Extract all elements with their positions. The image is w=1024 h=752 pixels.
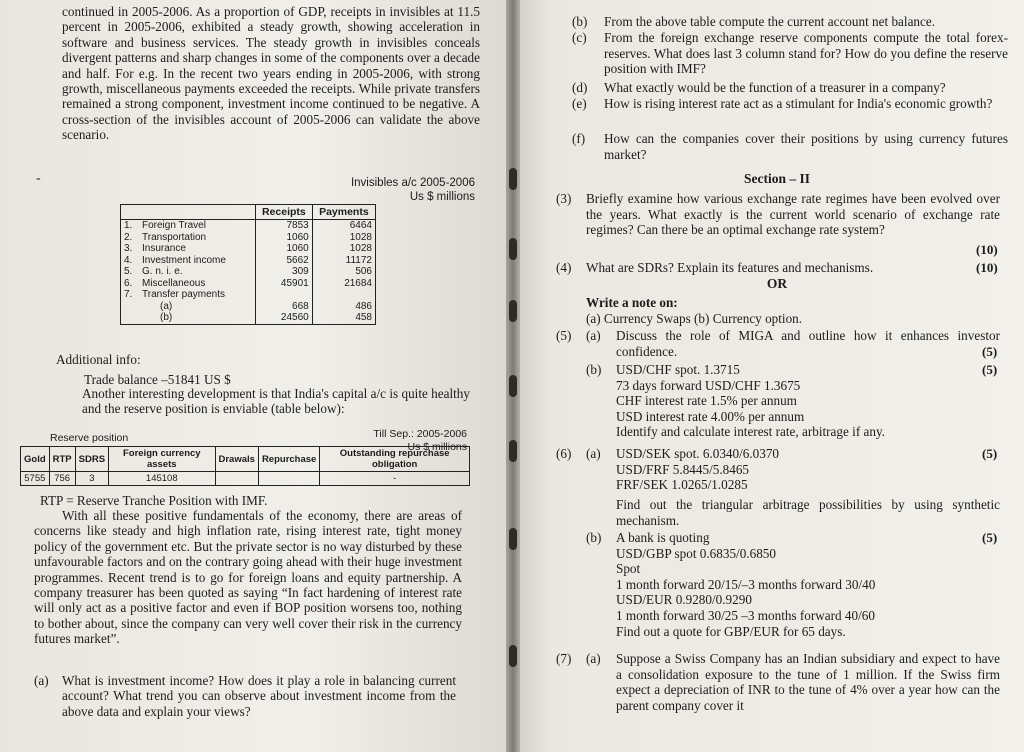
invisibles-item-label: Foreign Travel <box>142 220 206 231</box>
reserve-value <box>215 472 258 486</box>
question-line: CHF interest rate 1.5% per annum <box>616 393 797 409</box>
question-line: USD/CHF spot. 1.3715 <box>616 362 740 377</box>
question-line: Spot <box>616 561 641 577</box>
invisibles-caption <box>350 176 475 204</box>
q5b-lines <box>616 362 976 440</box>
binding-hole <box>509 440 517 462</box>
q6a-label: (a) <box>586 446 601 461</box>
or-label: OR <box>766 276 788 291</box>
sub-question-label: (b) <box>572 14 588 29</box>
invisibles-row <box>121 289 376 301</box>
q4-label: (4) <box>556 260 572 275</box>
q5a-text: Discuss the role of MIGA and outline how it enhances investor confidence. <box>616 328 1000 359</box>
invisibles-item-label: Transportation <box>142 231 207 243</box>
question-line: USD/SEK spot. 6.0340/6.0370 <box>616 446 780 461</box>
q6b-lines <box>616 530 976 639</box>
invisibles-table-body <box>121 220 376 325</box>
sub-question-text: How is rising interest rate act as a stimulant for India's economic growth? <box>604 96 993 111</box>
q4-marks: (10) <box>976 260 998 275</box>
invisibles-item-number: 1. <box>124 220 133 231</box>
intro-paragraph: continued in 2005-2006. As a proportion of GDP, receipts in invisibles at 11.5 percent in 2005-2006, exhibited a steady growth, showing acceleration in software and business services. The steady growth in invisibles conceals divergent patterns and sharp changes in some of the components over a decade and half. For e.g. In the recent two years ending in 2005-2006, with strong growth, miscellaneous payments exceeded the receipts. While private transfers remained a strong component, investment income continued to be negative. A cross-section of the invisibles account of 2005-2006 can validate the above scenario. <box>62 4 480 143</box>
sub-question-label: (f) <box>572 131 586 146</box>
question-a-text: What is investment income? How does it play a role in balancing current account? What trend you can observe about investment income from the above data and explain your views? <box>62 673 456 719</box>
invisibles-payments: 458 <box>355 312 372 323</box>
question-line: USD interest rate 4.00% per annum <box>616 408 805 424</box>
invisibles-payments: 6464 <box>349 220 372 231</box>
invisibles-header-payments: Payments <box>312 205 375 220</box>
q7-label: (7) <box>556 651 572 666</box>
binding-hole <box>509 645 517 667</box>
sub-question-text: How can the companies cover their positions by using currency futures market? <box>604 131 1008 162</box>
reserve-value: 5755 <box>21 472 50 486</box>
invisibles-item-number: 4. <box>124 254 133 266</box>
q5b-marks: (5) <box>982 362 998 377</box>
reserve-unit: Us $ millions <box>407 441 467 453</box>
invisibles-item-number: 6. <box>124 277 133 289</box>
capital-paragraph: Another interesting development is that India's capital a/c is quite healthy and the reserve position is enviable (table below): <box>82 386 470 417</box>
note-heading: Write a note on: <box>586 295 678 310</box>
invisibles-row <box>121 312 376 324</box>
invisibles-row <box>121 266 376 278</box>
invisibles-item-number: 2. <box>124 231 133 243</box>
q6a-marks: (5) <box>982 446 998 461</box>
reserve-header: Repurchase <box>258 447 319 472</box>
invisibles-item <box>121 312 256 324</box>
invisibles-item-number: 5. <box>124 266 133 277</box>
q6-label: (6) <box>556 446 572 461</box>
q4-text: What are SDRs? Explain its features and mechanisms. <box>586 260 874 275</box>
reserve-value: 3 <box>75 472 108 486</box>
invisibles-item <box>121 289 256 301</box>
invisibles-receipts: 1060 <box>256 243 313 255</box>
q6b-marks: (5) <box>982 530 998 545</box>
q7a-text: Suppose a Swiss Company has an Indian subsidiary and expect to have a consolidation exposure to the tune of 1 million. If the Swiss firm expect a depreciation of INR to the tune of 4% over a year how can the parent company cover it <box>616 651 1000 713</box>
invisibles-header-receipts: Receipts <box>256 205 313 220</box>
body-paragraph: With all these positive fundamentals of the economy, there are areas of concerns like steady and high inflation rate, rising interest rate, tight money policy of the government etc. But the private sector is no way disturbed by these unfavourable factors and on the contrary going ahead with their huge investment programmes. Recent trend is to go for foreign loans and equity partnership. A company treasurer has been quoted as saying “In fact hardening of interest rate will only act as a positive factor and even if BOP position worsens too, nothing to bother about, since the company can very well cover their risk in the currency futures market”. <box>34 508 462 647</box>
invisibles-item <box>121 255 256 267</box>
invisibles-item <box>121 232 256 244</box>
question-line: FRF/SEK 1.0265/1.0285 <box>616 477 748 493</box>
invisibles-row <box>121 232 376 244</box>
reserve-header: Drawals <box>215 447 258 472</box>
sub-question-label: (d) <box>572 80 588 95</box>
invisibles-item-label: Investment income <box>142 254 226 266</box>
sub-question-text: From the foreign exchange reserve components compute the total forex-reserves. What does last 3 column stand for? How do you define the reserve position with IMF? <box>604 30 1008 77</box>
invisibles-unit: Us $ millions <box>409 191 475 203</box>
q5a-label: (a) <box>586 328 601 343</box>
invisibles-item-label: Transfer payments <box>142 289 225 300</box>
question-a-label: (a) <box>34 673 49 688</box>
invisibles-item-label: (b) <box>160 312 173 323</box>
invisibles-payments: 486 <box>355 300 372 312</box>
binding-hole <box>509 375 517 397</box>
invisibles-item-label: Insurance <box>142 243 186 254</box>
question-line: USD/EUR 0.9280/0.9290 <box>616 592 752 608</box>
q7a-label: (a) <box>586 651 601 666</box>
question-line: Identify and calculate interest rate, arbitrage if any. <box>616 424 885 440</box>
invisibles-row <box>121 255 376 267</box>
invisibles-row <box>121 243 376 255</box>
q3-text: Briefly examine how various exchange rate regimes have been evolved over the years. What exactly is the current world scenario of exchange rate regimes? Can there be an optimal exchange rate system? <box>586 191 1000 238</box>
invisibles-receipts <box>256 289 313 301</box>
rtp-note: RTP = Reserve Tranche Position with IMF. <box>40 493 268 508</box>
invisibles-payments: 1028 <box>349 231 372 243</box>
reserve-header: RTP <box>49 447 75 472</box>
reserve-header: Foreign currency assets <box>109 447 215 472</box>
invisibles-payments: 11172 <box>345 254 372 266</box>
invisibles-row <box>121 278 376 290</box>
invisibles-payments: 1028 <box>349 243 372 254</box>
invisibles-item <box>121 278 256 290</box>
binding-hole <box>509 168 517 190</box>
invisibles-header-blank <box>121 205 256 220</box>
invisibles-item <box>121 243 256 255</box>
reserve-header: Outstanding repurchase obligation <box>320 447 470 472</box>
note-items: (a) Currency Swaps (b) Currency option. <box>586 311 803 326</box>
reserve-table <box>20 446 470 486</box>
sub-question-label: (e) <box>572 96 587 111</box>
section-title: Section – II <box>743 171 810 186</box>
question-line: A bank is quoting <box>616 530 710 545</box>
q6a-lines <box>616 446 976 493</box>
reserve-value: - <box>320 472 470 486</box>
question-line: 73 days forward USD/CHF 1.3675 <box>616 377 801 393</box>
q5b-label: (b) <box>586 362 602 377</box>
invisibles-receipts: 309 <box>256 266 313 278</box>
invisibles-item-number: 7. <box>124 289 133 300</box>
sub-question-text: From the above table compute the current account net balance. <box>604 14 936 29</box>
reserve-header-row <box>21 447 470 472</box>
reserve-value-row <box>21 472 470 486</box>
invisibles-item-label: Miscellaneous <box>142 277 206 289</box>
invisibles-payments <box>312 289 375 301</box>
question-line: USD/FRF 5.8445/5.8465 <box>616 461 750 477</box>
q6b-label: (b) <box>586 530 602 545</box>
sub-question-label: (c) <box>572 30 587 45</box>
reserve-value <box>258 472 319 486</box>
reserve-value: 756 <box>49 472 75 486</box>
reserve-header: SDRS <box>75 447 108 472</box>
invisibles-table <box>120 204 376 325</box>
invisibles-item-label: G. n. i. e. <box>142 266 183 277</box>
binding-hole <box>509 238 517 260</box>
invisibles-item <box>121 220 256 232</box>
invisibles-item-number: 3. <box>124 243 133 254</box>
q5-label: (5) <box>556 328 572 343</box>
invisibles-item-label: (a) <box>160 300 173 312</box>
invisibles-item <box>121 301 256 313</box>
invisibles-receipts: 7853 <box>256 220 313 232</box>
question-line: 1 month forward 20/15/–3 months forward 30/40 <box>616 576 876 592</box>
reserve-header: Gold <box>21 447 50 472</box>
binding-hole <box>509 528 517 550</box>
reserve-date: Till Sep.: 2005-2006 <box>373 428 467 440</box>
invisibles-item <box>121 266 256 278</box>
binding-hole <box>509 300 517 322</box>
invisibles-receipts: 1060 <box>256 232 313 244</box>
question-line: USD/GBP spot 0.6835/0.6850 <box>616 545 776 561</box>
q3-marks: (10) <box>976 242 998 257</box>
additional-info: Additional info: <box>56 352 141 367</box>
invisibles-receipts: 24560 <box>256 312 313 324</box>
reserve-value: 145108 <box>109 472 215 486</box>
invisibles-row <box>121 301 376 313</box>
invisibles-row <box>121 220 376 232</box>
sub-question-text: What exactly would be the function of a treasurer in a company? <box>604 80 946 95</box>
trade-balance: Trade balance –51841 US $ <box>84 372 231 387</box>
reserve-label: Reserve position <box>50 432 129 444</box>
invisibles-payments: 506 <box>355 266 372 277</box>
invisibles-title: Invisibles a/c 2005-2006 <box>350 177 475 189</box>
right-page <box>512 0 1024 752</box>
question-line: 1 month forward 30/25 –3 months forward 40/60 <box>616 607 875 623</box>
q3-label: (3) <box>556 191 572 206</box>
invisibles-receipts: 5662 <box>256 255 313 267</box>
invisibles-receipts: 45901 <box>256 278 313 290</box>
dash-mark: - <box>36 171 41 186</box>
invisibles-payments: 21684 <box>344 277 372 289</box>
q6a-text: Find out the triangular arbitrage possibilities by using synthetic mechanism. <box>616 497 1000 528</box>
invisibles-receipts: 668 <box>256 301 313 313</box>
question-line: Find out a quote for GBP/EUR for 65 days. <box>616 623 846 639</box>
q5a-marks: (5) <box>982 344 998 359</box>
